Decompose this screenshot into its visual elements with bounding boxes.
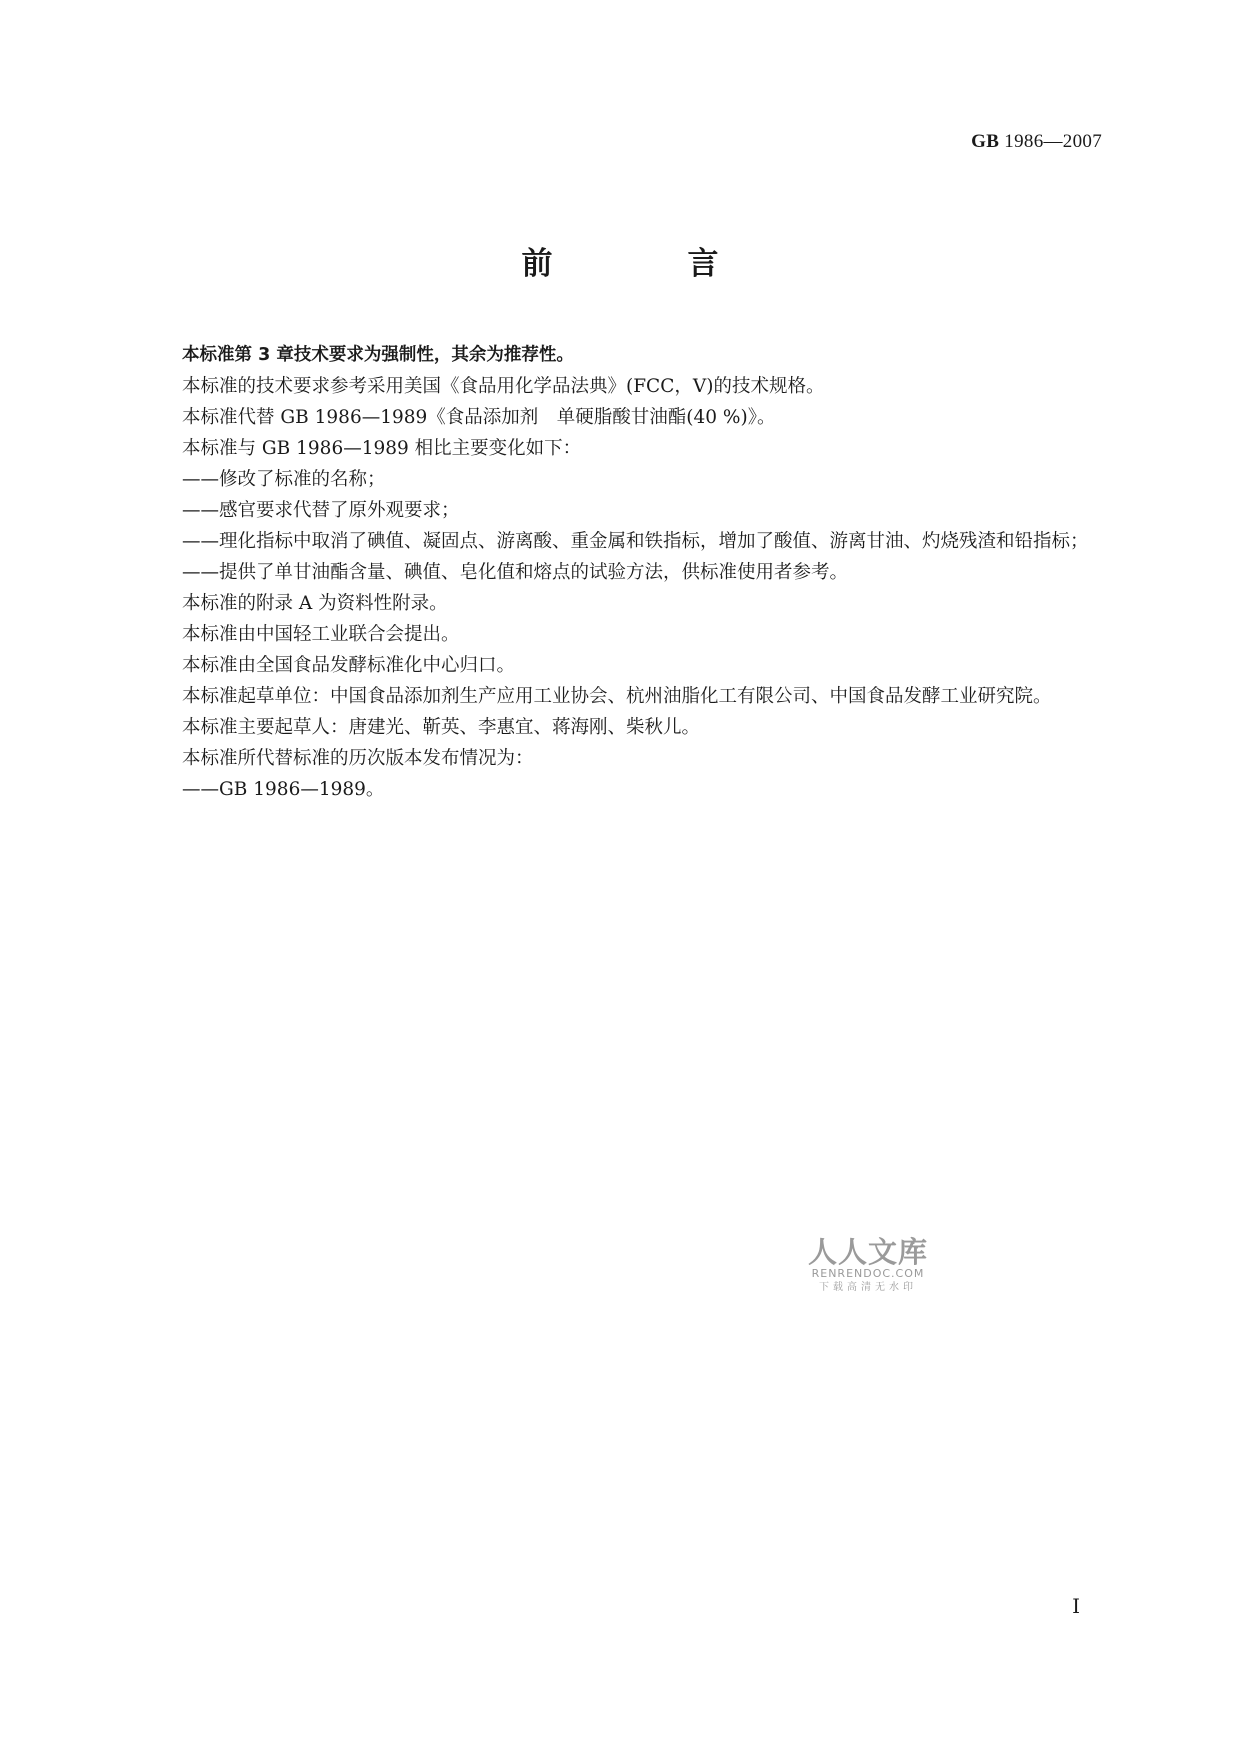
dash-marker: ——	[182, 500, 219, 521]
standard-code: 1986—2007	[1004, 131, 1102, 152]
drafters-paragraph: 本标准主要起草人：唐建光、靳英、李惠宜、蒋海刚、柴秋儿。	[182, 717, 701, 738]
change-item	[140, 495, 1100, 526]
history-item-text: GB 1986—1989。	[219, 779, 385, 800]
dash-marker: ——	[182, 779, 219, 800]
changes-intro: 本标准与 GB 1986—1989 相比主要变化如下：	[182, 438, 582, 459]
administrator-paragraph: 本标准由全国食品发酵标准化中心归口。	[182, 655, 516, 676]
mandatory-clause: 本标准第 3 章技术要求为强制性，其余为推荐性。	[182, 345, 574, 365]
history-intro: 本标准所代替标准的历次版本发布情况为：	[182, 748, 534, 769]
change-item-text: 理化指标中取消了碘值、凝固点、游离酸、重金属和铁指标，增加了酸值、游离甘油、灼烧残渣和铅指标；	[219, 531, 1089, 552]
history-item	[140, 774, 1100, 805]
appendix-paragraph: 本标准的附录 A 为资料性附录。	[182, 593, 448, 614]
standard-prefix: GB	[971, 131, 1000, 152]
watermark-title: 人人文库	[807, 1235, 928, 1269]
change-item-text: 感官要求代替了原外观要求；	[219, 500, 460, 521]
change-item	[140, 526, 1100, 557]
proposer-paragraph: 本标准由中国轻工业联合会提出。	[182, 624, 460, 645]
standard-number	[971, 131, 1102, 153]
change-item-text: 提供了单甘油酯含量、碘值、皂化值和熔点的试验方法，供标准使用者参考。	[219, 562, 849, 583]
watermark-logo	[803, 1237, 933, 1295]
page-title: 前 言	[521, 246, 771, 282]
change-item-text: 修改了标准的名称；	[219, 469, 386, 490]
dash-marker: ——	[182, 562, 219, 583]
dash-marker: ——	[182, 531, 219, 552]
replacement-paragraph: 本标准代替 GB 1986—1989《食品添加剂 单硬脂酸甘油酯(40 %)》。	[182, 407, 776, 428]
watermark-url: RENRENDOC.COM	[811, 1267, 925, 1280]
foreword-body	[140, 340, 1100, 805]
change-item	[140, 557, 1100, 588]
page-number: Ⅰ	[1072, 1596, 1080, 1618]
drafting-units-paragraph: 本标准起草单位：中国食品添加剂生产应用工业协会、杭州油脂化工有限公司、中国食品发酵工业研究院。	[182, 686, 1052, 707]
reference-paragraph: 本标准的技术要求参考采用美国《食品用化学品法典》(FCC，Ⅴ)的技术规格。	[182, 376, 825, 397]
dash-marker: ——	[182, 469, 219, 490]
change-item	[140, 464, 1100, 495]
watermark-subtitle: 下载高清无水印	[819, 1282, 917, 1293]
